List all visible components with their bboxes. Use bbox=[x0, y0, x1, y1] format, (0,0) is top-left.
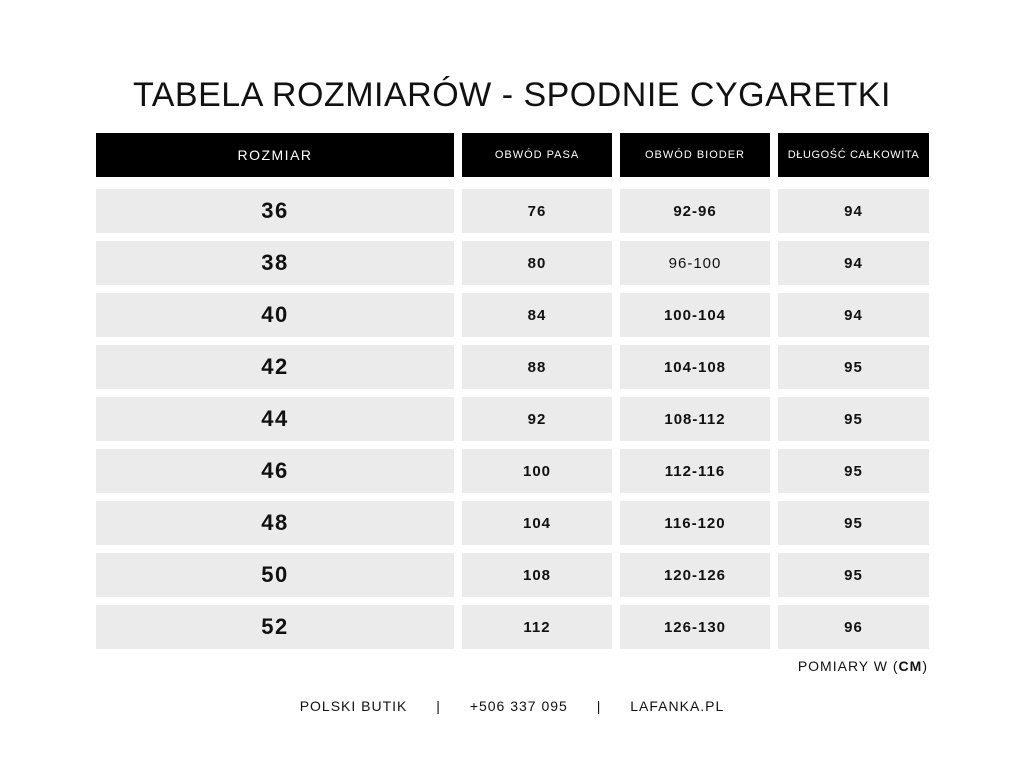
length-cell: 95 bbox=[778, 553, 929, 597]
hips-cell: 108-112 bbox=[620, 397, 770, 441]
table-header bbox=[96, 133, 929, 177]
waist-cell: 108 bbox=[462, 553, 612, 597]
size-cell: 38 bbox=[96, 241, 454, 285]
hips-cell: 100-104 bbox=[620, 293, 770, 337]
size-cell: 42 bbox=[96, 345, 454, 389]
waist-cell: 84 bbox=[462, 293, 612, 337]
waist-cell: 112 bbox=[462, 605, 612, 649]
note-suffix: ) bbox=[922, 658, 928, 674]
size-cell: 40 bbox=[96, 293, 454, 337]
footer-separator: | bbox=[436, 698, 441, 714]
waist-cell: 100 bbox=[462, 449, 612, 493]
table-row bbox=[96, 501, 929, 545]
size-cell: 48 bbox=[96, 501, 454, 545]
table-row bbox=[96, 189, 929, 233]
waist-cell: 104 bbox=[462, 501, 612, 545]
size-cell: 50 bbox=[96, 553, 454, 597]
table-row bbox=[96, 345, 929, 389]
header-total-length: DŁUGOŚĆ CAŁKOWITA bbox=[778, 133, 929, 177]
hips-cell: 112-116 bbox=[620, 449, 770, 493]
length-cell: 95 bbox=[778, 449, 929, 493]
header-hips: OBWÓD BIODER bbox=[620, 133, 770, 177]
hips-cell: 116-120 bbox=[620, 501, 770, 545]
table-row bbox=[96, 293, 929, 337]
size-cell: 44 bbox=[96, 397, 454, 441]
table-row bbox=[96, 241, 929, 285]
note-prefix: POMIARY W ( bbox=[797, 658, 899, 674]
length-cell: 95 bbox=[778, 501, 929, 545]
length-cell: 94 bbox=[778, 189, 929, 233]
header-waist: OBWÓD PASA bbox=[462, 133, 612, 177]
hips-cell: 92-96 bbox=[620, 189, 770, 233]
hips-cell: 96-100 bbox=[620, 241, 770, 285]
footer bbox=[0, 698, 1024, 714]
header-size: ROZMIAR bbox=[96, 133, 454, 177]
footer-website: LAFANKA.PL bbox=[630, 698, 725, 714]
length-cell: 95 bbox=[778, 345, 929, 389]
size-cell: 52 bbox=[96, 605, 454, 649]
hips-cell: 126-130 bbox=[620, 605, 770, 649]
size-table bbox=[96, 133, 929, 657]
waist-cell: 76 bbox=[462, 189, 612, 233]
length-cell: 95 bbox=[778, 397, 929, 441]
length-cell: 94 bbox=[778, 293, 929, 337]
page-title: TABELA ROZMIARÓW - SPODNIE CYGARETKI bbox=[133, 76, 891, 114]
footer-phone: +506 337 095 bbox=[469, 698, 568, 714]
table-row bbox=[96, 397, 929, 441]
table-row bbox=[96, 605, 929, 649]
footer-separator: | bbox=[596, 698, 602, 714]
length-cell: 96 bbox=[778, 605, 929, 649]
size-cell: 36 bbox=[96, 189, 454, 233]
waist-cell: 88 bbox=[462, 345, 612, 389]
hips-cell: 104-108 bbox=[620, 345, 770, 389]
length-cell: 94 bbox=[778, 241, 929, 285]
footer-shop-name: POLSKI BUTIK bbox=[299, 698, 408, 714]
waist-cell: 80 bbox=[462, 241, 612, 285]
size-cell: 46 bbox=[96, 449, 454, 493]
table-row bbox=[96, 449, 929, 493]
table-row bbox=[96, 553, 929, 597]
note-unit: CM bbox=[898, 658, 923, 674]
measurement-note bbox=[798, 658, 928, 674]
hips-cell: 120-126 bbox=[620, 553, 770, 597]
waist-cell: 92 bbox=[462, 397, 612, 441]
